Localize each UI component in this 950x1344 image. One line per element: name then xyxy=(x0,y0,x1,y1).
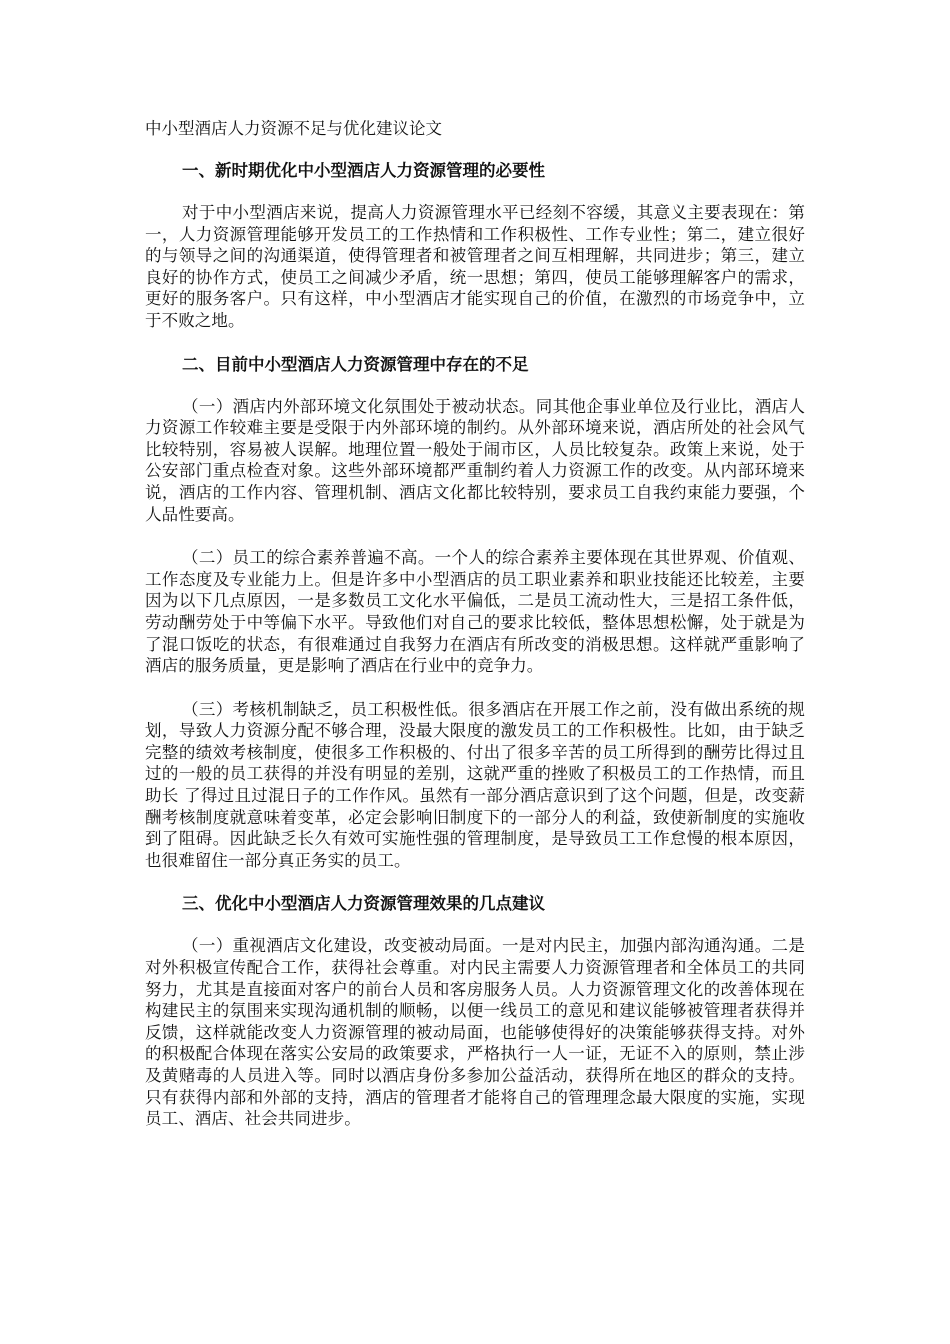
section-heading: 一、新时期优化中小型酒店人力资源管理的必要性 xyxy=(182,161,545,180)
section-heading: 二、目前中小型酒店人力资源管理中存在的不足 xyxy=(182,354,529,374)
paragraph: （一）重视酒店文化建设，改变被动局面。一是对内民主，加强内部沟通沟通。二是对外积极宣传配合工作，获得社会尊重。对内民主需要人力资源管理者和全体员工的共同努力，尤其是直接面对客户的前台人员和客房服务人员。人力资源管理文化的改善体现在构建民主的氛围来实现沟通机制的顺畅，以便一线员工的意见和建议能够被管理者获得并反馈，这样就能改变人力资源管理的被动局面，也能够使得好的决策能够获得支持。对外的积极配合体现在落实公安局的政策要求，严格执行一人一证，无证不入的原则，禁止涉及黄赌毒的人员进入等。同时以酒店身份多参加公益活动，获得所在地区的群众的支持。只有获得内部和外部的支持，酒店的管理者才能将自己的管理理念最大限度的实施，实现员工、酒店、社会共同进步。 xyxy=(145,936,805,1129)
document-title: 中小型酒店人力资源不足与优化建议论文 xyxy=(145,119,442,138)
section-2 xyxy=(145,354,805,872)
section-1 xyxy=(145,160,805,332)
section-heading: 三、优化中小型酒店人力资源管理效果的几点建议 xyxy=(182,894,545,914)
paragraph: （一）酒店内外部环境文化氛围处于被动状态。同其他企事业单位及行业比，酒店人力资源工作较难主要是受限于内外部环境的制约。从外部环境来说，酒店所处的社会风气比较特别，容易被人误解。地理位置一般处于闹市区，人员比较复杂。政策上来说，处于公安部门重点检查对象。这些外部环境都严重制约着人力资源工作的改变。从内部环境来说，酒店的工作内容、管理机制、酒店文化都比较特别，要求员工自我约束能力要强，个人品性要高。 xyxy=(145,396,805,524)
section-3 xyxy=(145,893,805,1129)
paragraph: 对于中小型酒店来说，提高人力资源管理水平已经刻不容缓，其意义主要表现在：第一，人力资源管理能够开发员工的工作热情和工作积极性、工作专业性；第二，建立很好的与领导之间的沟通渠道，使得管理者和被管理者之间互相理解，共同进步；第三，建立良好的协作方式，使员工之间减少矛盾，统一思想；第四，使员工能够理解客户的需求，更好的服务客户。只有这样，中小型酒店才能实现自己的价值，在激烈的市场竞争中，立于不败之地。 xyxy=(145,203,805,330)
paragraph: （二）员工的综合素养普遍不高。一个人的综合素养主要体现在其世界观、价值观、工作态度及专业能力上。但是许多中小型酒店的员工职业素养和职业技能还比较差，主要因为以下几点原因，一是多数员工文化水平偏低，二是员工流动性大，三是招工条件低，劳动酬劳处于中等偏下水平。导致他们对自己的要求比较低，整体思想松懈，处于就是为了混口饭吃的状态，有很难通过自我努力在酒店有所改变的消极思想。这样就严重影响了酒店的服务质量，更是影响了酒店在行业中的竞争力。 xyxy=(145,548,805,676)
document-page xyxy=(145,118,805,1152)
paragraph: （三）考核机制缺乏，员工积极性低。很多酒店在开展工作之前，没有做出系统的规划，导致人力资源分配不够合理，没最大限度的激发员工的工作积极性。比如，由于缺乏完整的绩效考核制度，使很多工作积极的、付出了很多辛苦的员工所得到的酬劳比得过且过的一般的员工获得的并没有明显的差别，这就严重的挫败了积极员工的工作热情，而且助长 了得过且过混日子的工作作风。虽然有一部分酒店意识到了这个问题，但是，改变薪酬考核制度就意味着变革，必定会影响旧制度下的一部分人的利益，致使新制度的实施收到了阻碍。因此缺乏长久有效可实施性强的管理制度，是导致员工工作怠慢的根本原因，也很难留住一部分真正务实的员工。 xyxy=(145,699,805,870)
